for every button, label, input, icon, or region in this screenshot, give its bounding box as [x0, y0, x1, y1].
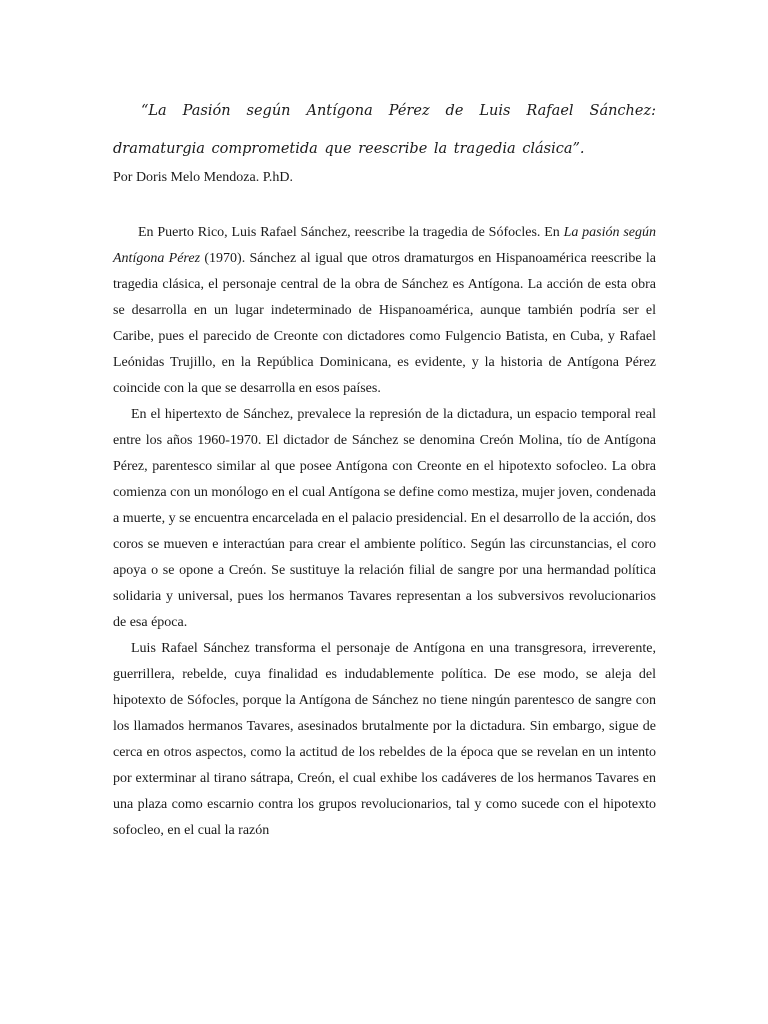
author-line: Por Doris Melo Mendoza. P.hD.	[113, 170, 294, 185]
paragraph-1-text-end: (1970). Sánchez al igual que otros dramaturgos en Hispanoamérica reescribe la tragedia clásica, el personaje central de la obra de Sánchez es Antígona. La acción de esta obra se desarrolla en un lugar indeterminado de Hispanoamérica, aunque también podría ser el Caribe, pues el parecido de Creonte con dictadores como Fulgencio Batista, en Cuba, y Rafael Leónidas Trujillo, en la República Dominicana, es evidente, y la historia de Antígona Pérez coincide con la que se desarrolla en esos países.	[113, 251, 657, 396]
work-title-italic: La pasión según Antígona Pérez	[113, 225, 656, 266]
document-page	[113, 92, 656, 844]
paragraph-1	[113, 220, 656, 402]
document-body	[113, 220, 656, 844]
paragraph-2: En el hipertexto de Sánchez, prevalece la represión de la dictadura, un espacio temporal real entre los años 1960-1970. El dictador de Sánchez se denomina Creón Molina, tío de Antígona Pérez, parentesco similar al que posee Antígona con Creonte en el hipotexto sofocleo. La obra comienza con un monólogo en el cual Antígona se define como mestiza, mujer joven, condenada a muerte, y se encuentra encarcelada en el palacio presidencial. En el desarrollo de la acción, dos coros se mueven e interactúan para crear el ambiente político. Según las circunstancias, el coro apoya o se opone a Creón. Se sustituye la relación filial de sangre por una hermandad política solidaria y universal, pues los hermanos Tavares representan a los subversivos revolucionarios de esa época.	[113, 407, 657, 630]
paragraph-3: Luis Rafael Sánchez transforma el personaje de Antígona en una transgresora, irreverente, guerrillera, rebelde, cuya finalidad es indudablemente política. De ese modo, se aleja del hipotexto de Sófocles, porque la Antígona de Sánchez no tiene ningún parentesco de sangre con los llamados hermanos Tavares, asesinados brutalmente por la dictadura. Sin embargo, sigue de cerca en otros aspectos, como la actitud de los rebeldes de la época que se revelan en un intento por exterminar al tirano sátrapa, Creón, el cual exhibe los cadáveres de los hermanos Tavares en una plaza como escarnio contra los grupos revolucionarios, tal y como sucede con el hipotexto sofocleo, en el cual la razón	[113, 641, 656, 838]
document-title: “La Pasión según Antígona Pérez de Luis Rafael Sánchez: dramaturgia comprometida que reescribe la tragedia clásica”.	[113, 103, 656, 157]
paragraph-1-text-start: En Puerto Rico, Luis Rafael Sánchez, reescribe la tragedia de Sófocles. En	[138, 225, 564, 240]
